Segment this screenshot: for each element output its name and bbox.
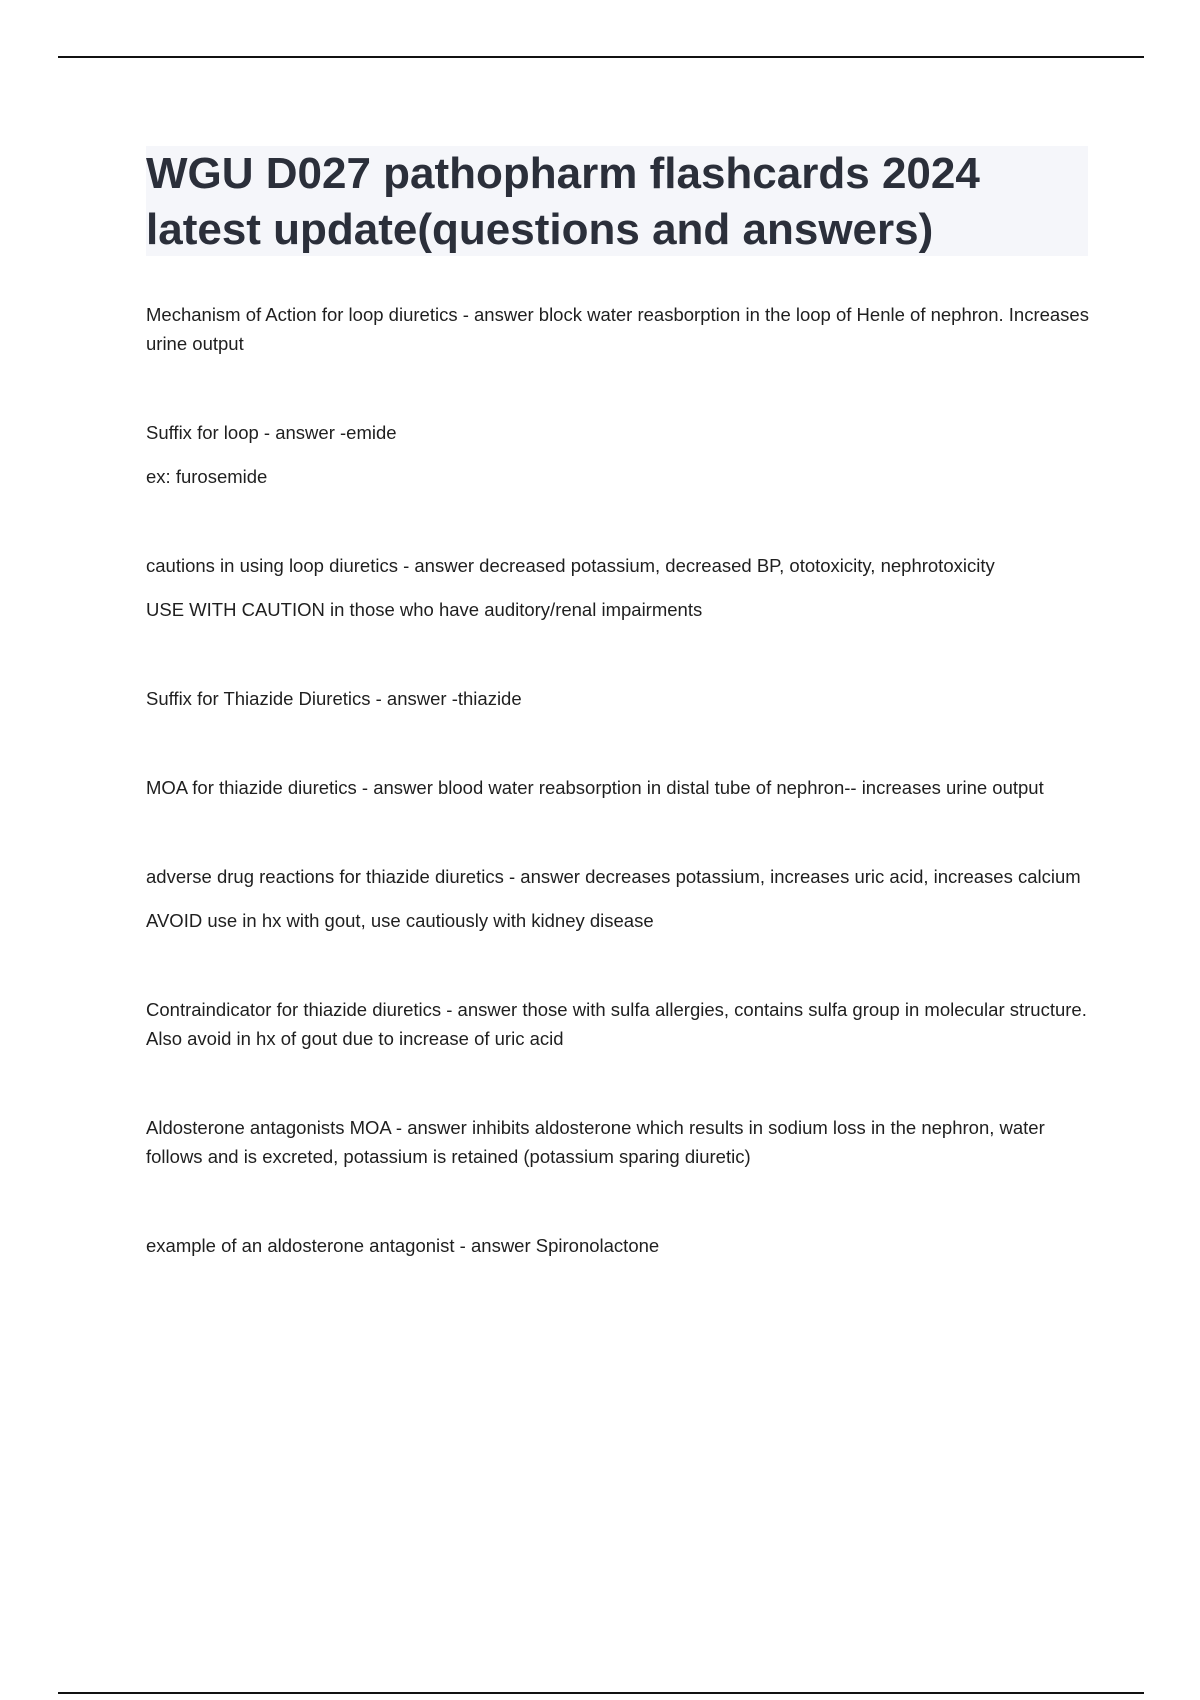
- flashcard: [146, 418, 1096, 491]
- flashcard: [146, 551, 1096, 624]
- flashcard: [146, 300, 1096, 358]
- flashcard: [146, 862, 1096, 935]
- flashcard: [146, 773, 1096, 802]
- flashcard-text: Aldosterone antagonists MOA - answer inhibits aldosterone which results in sodium loss in the nephron, water follows and is excreted, potassium is retained (potassium sparing diuretic): [146, 1117, 1045, 1167]
- flashcard-text: example of an aldosterone antagonist - answer Spironolactone: [146, 1235, 660, 1256]
- flashcard-list: [146, 300, 1096, 1260]
- flashcard-text: Suffix for loop - answer -emide: [146, 422, 397, 443]
- top-divider: [58, 56, 1144, 58]
- flashcard-text: MOA for thiazide diuretics - answer blood water reabsorption in distal tube of nephron-- increases urine output: [146, 777, 1044, 798]
- flashcard: [146, 684, 1096, 713]
- flashcard-text: adverse drug reactions for thiazide diuretics - answer decreases potassium, increases uric acid, increases calcium: [146, 866, 1081, 887]
- flashcard-text: Mechanism of Action for loop diuretics - answer block water reasborption in the loop of Henle of nephron. Increases urine output: [146, 304, 1089, 354]
- title-block: [146, 146, 1088, 256]
- flashcard-note: ex: furosemide: [146, 466, 268, 487]
- flashcard-text: Contraindicator for thiazide diuretics - answer those with sulfa allergies, contains sulfa group in molecular structure. Also avoid in hx of gout due to increase of uric acid: [146, 999, 1087, 1049]
- flashcard-note: USE WITH CAUTION in those who have auditory/renal impairments: [146, 599, 703, 620]
- flashcard: [146, 1113, 1096, 1171]
- bottom-divider: [58, 1692, 1144, 1694]
- flashcard: [146, 995, 1096, 1053]
- flashcard-text: Suffix for Thiazide Diuretics - answer -thiazide: [146, 688, 522, 709]
- flashcard-text: cautions in using loop diuretics - answer decreased potassium, decreased BP, ototoxicity, nephrotoxicity: [146, 555, 995, 576]
- flashcard-note: AVOID use in hx with gout, use cautiously with kidney disease: [146, 910, 654, 931]
- flashcard: [146, 1231, 1096, 1260]
- document-title: WGU D027 pathopharm flashcards 2024 latest update(questions and answers): [146, 149, 980, 254]
